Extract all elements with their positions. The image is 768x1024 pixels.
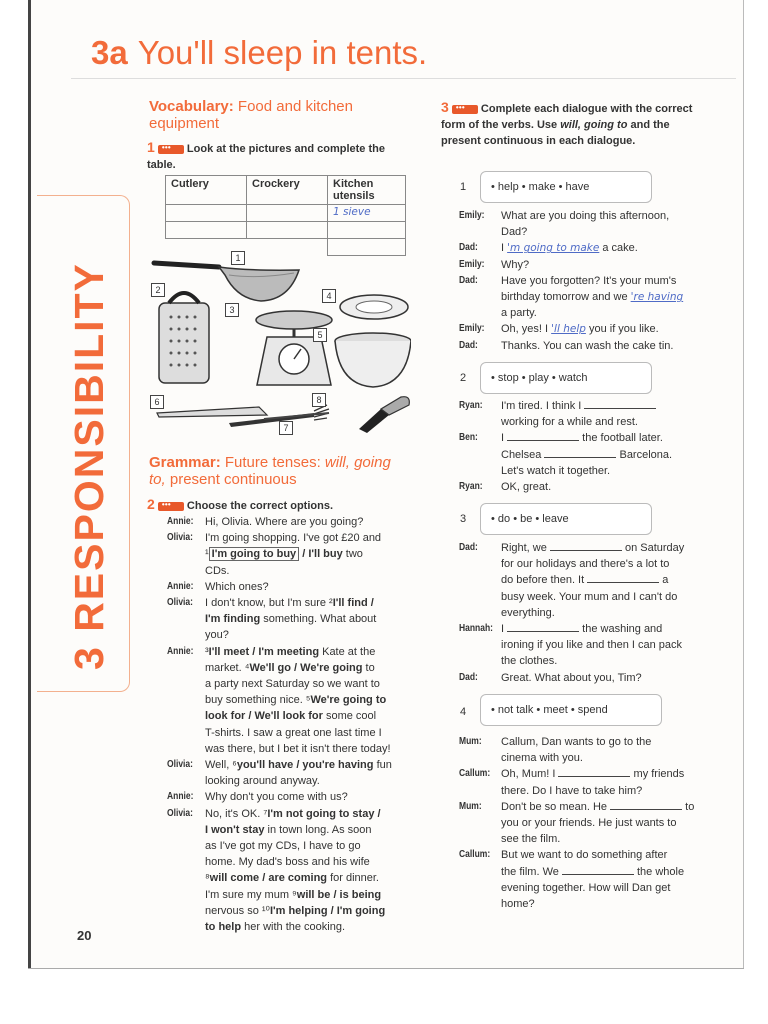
dialogue-text: Callum, Dan wants to go to the (501, 736, 652, 748)
option-text[interactable]: I'm not going to stay / (267, 807, 381, 820)
dialogue-text: ³I'll meet / I'm meeting Kate at the (205, 645, 376, 658)
speaker-label (459, 224, 495, 240)
dialogue-text: I'm going shopping. I've got £20 and (205, 532, 382, 545)
dialogue-line (459, 653, 729, 669)
dialogue-text: Oh, Mum! I my friends (501, 768, 685, 781)
dialogue-text: look for / We'll look for some cool (205, 710, 377, 723)
dialogue-text: cinema with you. (501, 752, 583, 765)
dialogue-text: Hi, Olivia. Where are you going? (205, 516, 364, 528)
picture-tag: 8 (312, 393, 326, 407)
dialogue-text: the clothes. (501, 655, 558, 668)
speaker-label (459, 896, 495, 912)
dialogue-text: OK, great. (501, 481, 552, 494)
speaker-label (459, 637, 495, 653)
dialogue-line (459, 831, 729, 847)
option-text[interactable]: you'll have / you're having (236, 759, 374, 772)
dialogue-line (459, 670, 729, 686)
plate-icon (340, 295, 408, 319)
page-number: 20 (77, 928, 92, 943)
exercise-1-instruction: 1 • • • Look at the pictures and complete the table. (147, 139, 392, 173)
handwritten-answer: 1 sieve (333, 206, 371, 218)
dialogue-line (459, 321, 729, 337)
picture-tag: 4 (322, 289, 336, 303)
dialogue-text: you? (205, 629, 229, 642)
speaker-label: Ryan: (459, 481, 483, 493)
dialogue-line (167, 660, 415, 676)
speaker-label (167, 773, 199, 789)
dialogue-line (167, 919, 415, 935)
speaker-label (459, 305, 495, 321)
speaker-label: Emily: (459, 323, 485, 335)
dialogue-text: Let's watch it together. (501, 464, 611, 477)
dialogue-text: buy something nice. ⁵We're going to (205, 694, 387, 707)
dialogue-line (167, 546, 415, 562)
option-text[interactable]: / I'll buy (299, 548, 343, 561)
table-header-kitchen-utensils: Kitchen utensils (328, 176, 406, 205)
dialogue-text: Why? (501, 258, 530, 271)
dialogue-line (459, 880, 729, 896)
speaker-label: Hannah: (459, 623, 493, 635)
dialogue-line (167, 514, 415, 530)
speaker-label: Emily: (459, 258, 485, 270)
speaker-label: Mum: (459, 800, 482, 812)
speaker-label (459, 572, 495, 588)
answer-blank[interactable] (558, 766, 630, 777)
dialogue-line (167, 773, 415, 789)
dialogue-text: I 'm going to make a cake. (501, 242, 638, 255)
answer-blank[interactable] (587, 572, 659, 583)
dialogue-line (459, 447, 729, 463)
speaker-label (167, 725, 199, 741)
dialogue-line (459, 479, 729, 495)
dialogue-text: everything. (501, 606, 555, 619)
dialogue-line (167, 789, 415, 805)
table-cell[interactable] (166, 205, 247, 222)
workbook-page (28, 0, 744, 968)
dialogue-line (459, 621, 729, 637)
table-cell[interactable] (247, 205, 328, 222)
dialogue-line (167, 806, 415, 822)
speaker-label (167, 611, 199, 627)
speaker-label (459, 783, 495, 799)
option-text[interactable]: We'll go / We're going (249, 661, 363, 674)
dialogue-text: busy week. Your mum and I can't do (501, 590, 678, 603)
dialogue-text: a party next Saturday so we want to (205, 678, 380, 691)
dialogue-line (459, 589, 729, 605)
handwritten-answer: 're having (630, 291, 684, 304)
dialogue-line (459, 289, 729, 305)
dialogue-text: Which ones? (205, 580, 269, 593)
speaker-label (167, 887, 199, 903)
grammar-dialogue (167, 514, 415, 935)
speaker-label (459, 414, 495, 430)
dialogue-line (459, 463, 729, 479)
exercise-2-instruction: 2 • • • Choose the correct options. (147, 496, 397, 514)
speaker-label (167, 563, 199, 579)
dialogue-line (459, 208, 729, 224)
dialogue-text: as I've got my CDs, I have to go (205, 840, 361, 853)
dialogue-text: a party. (501, 307, 537, 320)
speaker-label (167, 546, 199, 562)
dialogue-text: Oh, yes! I 'll help you if you like. (501, 323, 659, 336)
speaker-label (459, 463, 495, 479)
speaker-label: Dad: (459, 242, 478, 254)
exercise-badge-icon (158, 145, 184, 154)
dialogue-text: was there, but I bet it isn't there today! (205, 742, 391, 755)
answer-blank[interactable] (507, 430, 579, 441)
option-text[interactable]: I won't stay (205, 823, 265, 836)
dialogue-text: No, it's OK. ⁷I'm not going to stay / (205, 807, 381, 820)
vocabulary-heading: Vocabulary: Food and kitchen equipment (149, 98, 353, 132)
dialogue-3-number: 3 (460, 513, 467, 525)
dialogue-1-number: 1 (460, 181, 467, 193)
dialogue-line (167, 757, 415, 773)
dialogue-text: T-shirts. I saw a great one last time I (205, 726, 382, 739)
kitchen-pictures (149, 245, 411, 433)
speaker-label (459, 831, 495, 847)
speaker-label: Dad: (459, 274, 478, 286)
dialogue-text: market. ⁴We'll go / We're going to (205, 661, 375, 674)
dialogue-text: Dad? (501, 226, 528, 239)
answer-blank[interactable] (562, 864, 634, 875)
dialogue-text: Chelsea Barcelona. (501, 448, 673, 461)
speaker-label (167, 708, 199, 724)
speaker-label (167, 692, 199, 708)
dialogue-text: working for a while and rest. (501, 416, 638, 429)
dialogue-text: What are you doing this afternoon, (501, 210, 670, 222)
dialogue-line (167, 611, 415, 627)
picture-tag: 7 (279, 421, 293, 435)
dialogue-text: CDs. (205, 564, 230, 577)
speaker-label: Annie: (167, 645, 194, 657)
grammar-heading: Grammar: Future tenses: will, going to, present continuous (149, 454, 391, 488)
speaker-label (459, 653, 495, 669)
peeler-icon (359, 397, 409, 433)
table-cell[interactable] (166, 222, 247, 239)
dialogue-line (459, 766, 729, 782)
speaker-label (167, 919, 199, 935)
speaker-label: Olivia: (167, 759, 193, 771)
dialogue-line (167, 563, 415, 579)
dialogue-text: evening together. How will Dan get (501, 881, 671, 894)
dialogue-text: the film. We the whole (501, 865, 685, 878)
dialogue-text: Why don't you come with us? (205, 791, 348, 804)
speaker-label (167, 627, 199, 643)
dialogue-text: I'm finding something. What about (205, 613, 377, 626)
option-text[interactable]: I'm finding (205, 613, 261, 626)
dialogue-text: I the washing and (501, 623, 663, 636)
knife-icon (157, 407, 267, 417)
dialogue-line (167, 627, 415, 643)
speaker-label: Callum: (459, 768, 491, 780)
dialogue-text: for our holidays and there's a lot to (501, 558, 670, 571)
speaker-label (167, 660, 199, 676)
dialogue-line (459, 896, 729, 912)
dialogue-text: Right, we on Saturday (501, 542, 685, 554)
dialogue-text: I'm sure my mum ⁹will be / is being (205, 888, 382, 901)
dialogue-line (459, 815, 729, 831)
speaker-label (167, 854, 199, 870)
speaker-label: Ben: (459, 432, 478, 444)
picture-tag: 6 (150, 395, 164, 409)
title-divider (71, 78, 736, 79)
speaker-label (459, 864, 495, 880)
speaker-label (459, 447, 495, 463)
circled-answer: I'm going to buy (209, 547, 300, 561)
speaker-label: Olivia: (167, 597, 193, 609)
dialogue-text: Have you forgotten? It's your mum's (501, 274, 677, 287)
speaker-label (459, 605, 495, 621)
dialogue-line (167, 692, 415, 708)
dialogue-line (459, 430, 729, 446)
dialogue-2-number: 2 (460, 372, 467, 384)
speaker-label: Dad: (459, 339, 478, 351)
dialogue-line (167, 708, 415, 724)
picture-tag: 5 (313, 328, 327, 342)
speaker-label: Annie: (167, 580, 194, 592)
speaker-label (167, 903, 199, 919)
dialogue-line (167, 530, 415, 546)
dialogue-text: there. Do I have to take him? (501, 784, 643, 797)
exercise-badge-icon (158, 502, 184, 511)
dialogue-1 (459, 208, 729, 354)
dialogue-text: looking around anyway. (205, 775, 320, 788)
option-text[interactable]: to help (205, 921, 242, 934)
table-header-cutlery: Cutlery (166, 176, 247, 205)
option-text[interactable]: will be / is being (296, 888, 382, 901)
handwritten-answer: 'll help (551, 323, 586, 336)
dialogue-line (459, 338, 729, 354)
speaker-label (459, 589, 495, 605)
dialogue-line (459, 734, 729, 750)
dialogue-text: to help her with the cooking. (205, 921, 346, 934)
dialogue-line (167, 595, 415, 611)
dialogue-text: ⁸will come / are coming for dinner. (205, 872, 379, 885)
speaker-label: Annie: (167, 516, 194, 527)
dialogue-4 (459, 734, 729, 912)
dialogue-line (459, 783, 729, 799)
dialogue-line (459, 572, 729, 588)
speaker-label: Annie: (167, 791, 194, 803)
speaker-label (167, 870, 199, 886)
speaker-label (459, 289, 495, 305)
dialogue-text: nervous so ¹⁰I'm helping / I'm going (205, 904, 386, 917)
option-text[interactable]: I'll find / (332, 597, 374, 610)
exercise-3-instruction: 3 • • • Complete each dialogue with the correct form of the verbs. Use will, going to and the present continuous in each dialogue. (441, 99, 711, 149)
dialogue-line (167, 644, 415, 660)
dialogue-line (167, 903, 415, 919)
dialogue-line (459, 750, 729, 766)
dialogue-line (459, 556, 729, 572)
scales-icon (256, 311, 332, 385)
speaker-label: Mum: (459, 736, 482, 747)
dialogue-text: Don't be so mean. He to (501, 800, 695, 813)
speaker-label: Ryan: (459, 400, 483, 411)
speaker-label: Callum: (459, 849, 491, 861)
dialogue-line (167, 854, 415, 870)
dialogue-line (459, 864, 729, 880)
speaker-label (167, 676, 199, 692)
speaker-label (459, 556, 495, 572)
dialogue-line (167, 725, 415, 741)
dialogue-line (167, 822, 415, 838)
dialogue-text: I don't know, but I'm sure ²I'll find / (205, 597, 374, 610)
dialogue-line (167, 741, 415, 757)
picture-tag: 1 (231, 251, 245, 265)
dialogue-line (167, 676, 415, 692)
grater-icon (159, 293, 209, 383)
dialogue-line (459, 847, 729, 863)
speaker-label (459, 815, 495, 831)
answer-blank[interactable] (610, 799, 682, 810)
dialogue-text: Well, ⁶you'll have / you're having fun (205, 759, 392, 772)
table-cell[interactable] (247, 222, 328, 239)
picture-tag: 2 (151, 283, 165, 297)
dialogue-text: Great. What about you, Tim? (501, 671, 642, 684)
speaker-label: Olivia: (167, 532, 193, 544)
exercise-badge-icon (452, 105, 478, 114)
speaker-label: Dad: (459, 542, 478, 553)
dialogue-line (459, 637, 729, 653)
option-text[interactable]: I'm helping / I'm going (269, 904, 386, 917)
unit-sidebar-label: 3 RESPONSIBILITY (66, 262, 112, 670)
dialogue-text: I'm tired. I think I (501, 398, 729, 414)
dialogue-line (459, 414, 729, 430)
option-text[interactable]: will come / are coming (209, 872, 328, 885)
answer-blank[interactable] (507, 621, 579, 632)
speaker-label (167, 741, 199, 757)
option-text[interactable]: look for / We'll look for (205, 710, 323, 723)
dialogue-text: you or your friends. He just wants to (501, 817, 677, 830)
dialogue-line (459, 605, 729, 621)
dialogue-line (459, 273, 729, 289)
dialogue-text: do before then. It a (501, 574, 669, 587)
dialogue-text: home. My dad's boss and his wife (205, 856, 370, 869)
table-header-crockery: Crockery (247, 176, 328, 205)
option-text[interactable]: We're going to (310, 694, 387, 707)
dialogue-3-word-box: • do • be • leave (480, 503, 652, 535)
dialogue-line (167, 579, 415, 595)
dialogue-line (459, 305, 729, 321)
handwritten-answer: 'm going to make (507, 242, 600, 255)
speaker-label (459, 880, 495, 896)
dialogue-line (167, 870, 415, 886)
answer-blank[interactable] (584, 398, 656, 409)
speaker-label: Emily: (459, 210, 485, 221)
speaker-label: Olivia: (167, 807, 193, 819)
table-cell[interactable] (328, 205, 406, 222)
page-title: 3a You'll sleep in tents. (91, 34, 428, 71)
dialogue-2 (459, 398, 729, 495)
dialogue-text: see the film. (501, 833, 561, 846)
dialogue-line (459, 799, 729, 815)
dialogue-text: ironing if you like and then I can pack (501, 639, 683, 652)
bowl-icon (335, 333, 411, 387)
dialogue-text: ¹ I'm going to buy / I'll buy two (205, 548, 363, 561)
answer-blank[interactable] (550, 540, 622, 551)
dialogue-text: home? (501, 898, 535, 911)
dialogue-line (459, 398, 729, 414)
dialogue-text: I won't stay in town long. As soon (205, 823, 372, 836)
picture-tag: 3 (225, 303, 239, 317)
dialogue-line (459, 240, 729, 256)
dialogue-4-number: 4 (460, 706, 467, 718)
dialogue-2-word-box: • stop • play • watch (480, 362, 652, 394)
dialogue-text: I the football later. (501, 432, 663, 445)
speaker-label (167, 822, 199, 838)
speaker-label: Dad: (459, 671, 478, 683)
dialogue-3 (459, 540, 729, 686)
answer-blank[interactable] (544, 447, 616, 458)
dialogue-4-word-box: • not talk • meet • spend (480, 694, 662, 726)
table-cell[interactable] (328, 222, 406, 239)
dialogue-line (459, 224, 729, 240)
dialogue-text: Thanks. You can wash the cake tin. (501, 339, 674, 352)
speaker-label (167, 838, 199, 854)
dialogue-line (167, 887, 415, 903)
dialogue-line (167, 838, 415, 854)
dialogue-text: birthday tomorrow and we 're having (501, 291, 684, 304)
dialogue-line (459, 257, 729, 273)
option-text[interactable]: I'll meet / I'm meeting (208, 645, 320, 658)
dialogue-line (459, 540, 729, 556)
dialogue-1-word-box: • help • make • have (480, 171, 652, 203)
dialogue-text: But we want to do something after (501, 849, 668, 862)
vocab-table (165, 175, 406, 256)
speaker-label (459, 750, 495, 766)
